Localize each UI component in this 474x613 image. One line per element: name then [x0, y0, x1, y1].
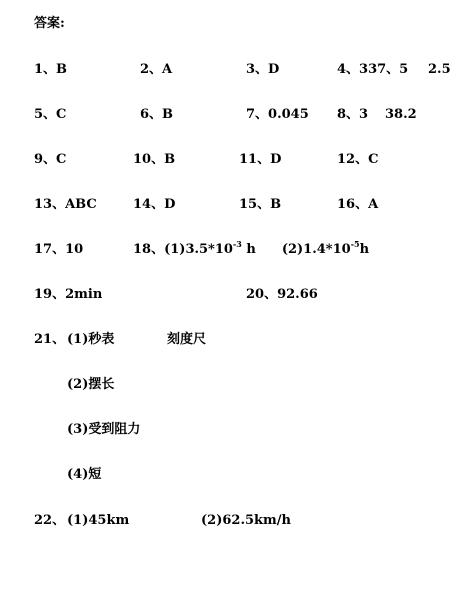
answer-19: 19、2min: [34, 287, 103, 302]
answer-18-part1: [164, 239, 256, 257]
answer-20: 20、92.66: [246, 287, 318, 302]
answer-7: 7、0.045: [246, 107, 309, 122]
answer-21-part2: (2)摆长: [67, 377, 115, 392]
answer-18-part1-unit: h: [241, 242, 256, 257]
answer-21-part3: (3)受到阻力: [67, 422, 141, 437]
answer-18-part2-base: (2)1.4*10: [281, 242, 351, 257]
answer-10: 10、B: [133, 152, 176, 167]
answer-2: 2、A: [140, 62, 173, 77]
answer-18-label: 18、: [133, 242, 165, 257]
page-title: 答案:: [34, 16, 65, 31]
answer-21-part1: (1)秒表: [67, 332, 115, 347]
answer-6: 6、B: [140, 107, 174, 122]
answer-16: 16、A: [337, 197, 379, 212]
answer-22-part1: (1)45km: [67, 513, 130, 528]
answer-12: 12、C: [337, 152, 379, 167]
answer-21-label: 21、: [34, 332, 66, 347]
answer-9: 9、C: [34, 152, 67, 167]
answer-8: 8、3: [337, 107, 369, 122]
answer-8-extra: 38.2: [385, 107, 417, 122]
answer-17: 17、10: [34, 242, 84, 257]
answer-22-label: 22、: [34, 513, 66, 528]
answer-5: 5、C: [34, 107, 67, 122]
answer-21-part1-extra: 刻度尺: [167, 332, 207, 347]
answer-18-part2-exponent: -5: [350, 239, 360, 249]
answer-11: 11、D: [239, 152, 282, 167]
answer-4-extra: 2.5: [428, 62, 451, 77]
answer-4: 4、337、5: [337, 62, 409, 77]
answer-18-part2: [281, 239, 370, 257]
answer-21-part4: (4)短: [67, 467, 102, 482]
answer-22-part2: (2)62.5km/h: [201, 513, 291, 528]
answer-1: 1、B: [34, 62, 68, 77]
answer-13: 13、ABC: [34, 197, 97, 212]
answer-14: 14、D: [133, 197, 176, 212]
answer-3: 3、D: [246, 62, 280, 77]
answer-18-part1-exponent: -3: [232, 239, 242, 249]
answer-15: 15、B: [239, 197, 282, 212]
answer-18: [133, 239, 370, 258]
answer-18-part1-base: (1)3.5*10: [164, 242, 233, 257]
answer-18-part2-unit: h: [359, 242, 370, 257]
